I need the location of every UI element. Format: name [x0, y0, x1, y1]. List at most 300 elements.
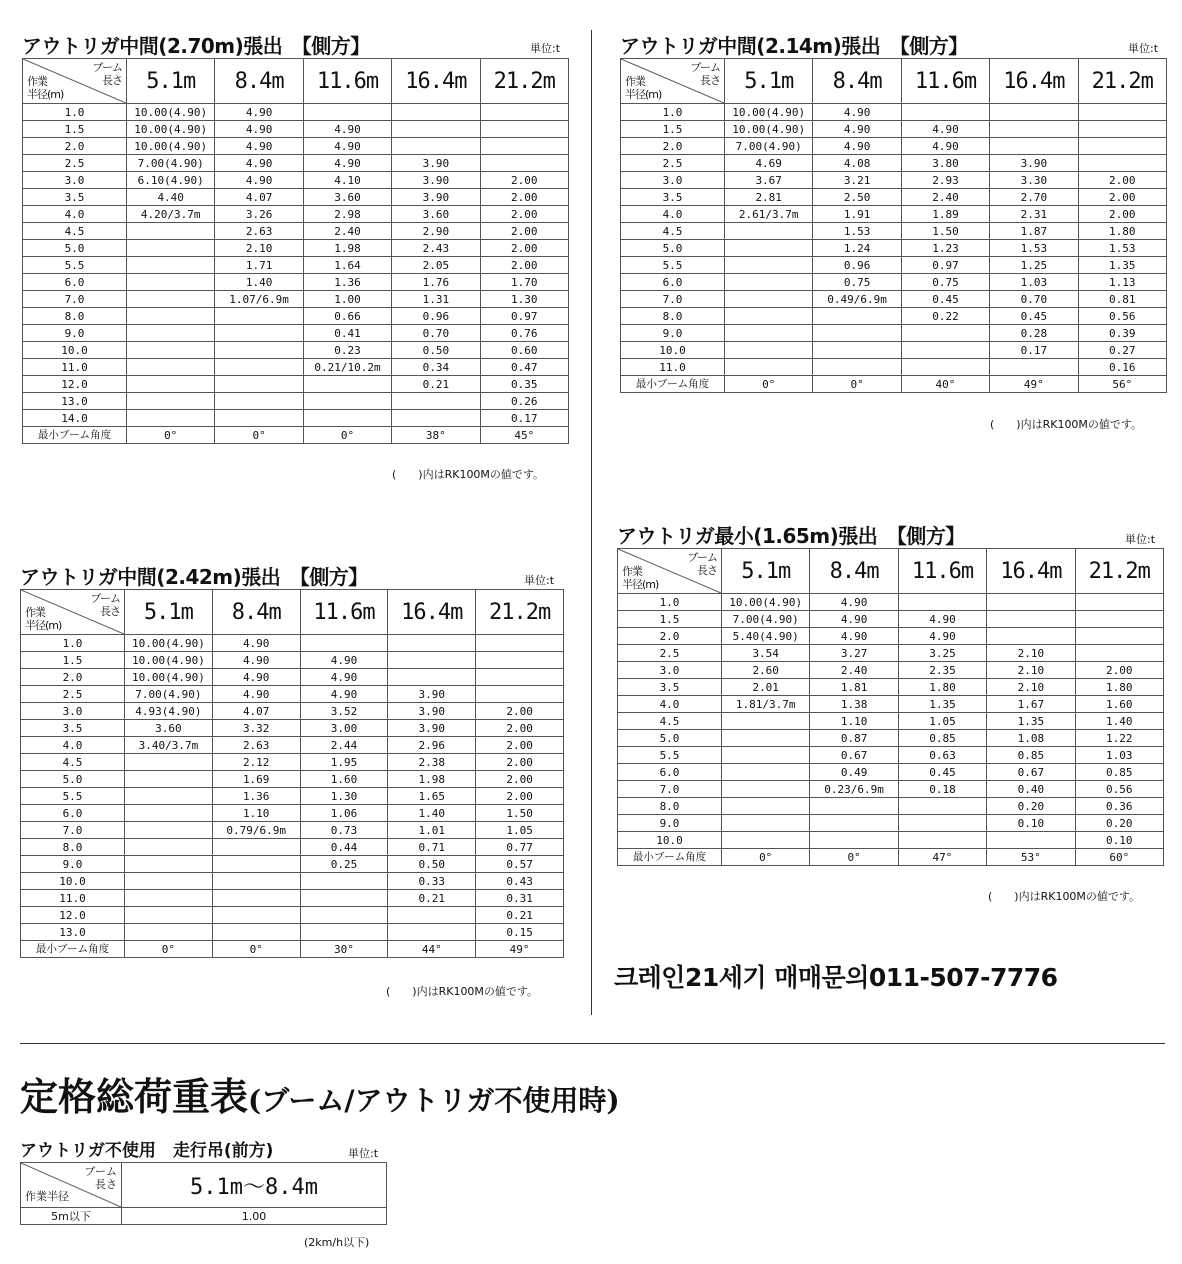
corner-boom: ブーム	[92, 61, 122, 74]
min-angle-row	[618, 849, 1164, 866]
load-cell: 4.90	[813, 121, 901, 138]
table-row	[21, 652, 564, 669]
load-cell	[392, 104, 480, 121]
load-cell	[215, 325, 303, 342]
table-row	[23, 308, 569, 325]
table-row	[23, 257, 569, 274]
load-cell	[987, 832, 1075, 849]
table-row	[621, 240, 1167, 257]
load-cell	[300, 890, 388, 907]
load-cell	[300, 873, 388, 890]
load-cell: 3.60	[125, 720, 213, 737]
load-cell: 0.67	[987, 764, 1075, 781]
boom-length-header: 21.2m	[480, 59, 568, 104]
radius-cell: 6.0	[618, 764, 722, 781]
boom-length-header: 8.4m	[212, 590, 300, 635]
load-cell	[810, 832, 898, 849]
load-cell: 2.12	[212, 754, 300, 771]
load-cell: 4.90	[215, 155, 303, 172]
load-cell: 1.03	[1075, 747, 1163, 764]
radius-cell: 1.5	[21, 652, 125, 669]
radius-cell: 10.0	[23, 342, 127, 359]
table-row	[621, 223, 1167, 240]
load-cell	[388, 669, 476, 686]
load-cell: 0.66	[303, 308, 391, 325]
load-cell: 5.40(4.90)	[722, 628, 810, 645]
load-cell	[125, 924, 213, 941]
load-cell	[1075, 645, 1163, 662]
load-cell	[125, 856, 213, 873]
radius-cell: 1.0	[21, 635, 125, 652]
load-cell	[125, 771, 213, 788]
radius-cell: 3.5	[621, 189, 725, 206]
load-cell	[898, 594, 986, 611]
corner-work: 作業	[622, 565, 642, 578]
load-cell: 3.60	[303, 189, 391, 206]
table-row	[23, 155, 569, 172]
boom-length-header: 8.4m	[813, 59, 901, 104]
table-row	[621, 274, 1167, 291]
load-cell: 3.90	[388, 720, 476, 737]
radius-cell: 1.5	[618, 611, 722, 628]
table4-note: ( )内はRK100Mの値です。	[988, 890, 1141, 903]
load-cell: 3.21	[813, 172, 901, 189]
boom-length-header: 21.2m	[476, 590, 564, 635]
load-cell: 1.30	[480, 291, 568, 308]
load-cell	[125, 839, 213, 856]
load-cell: 3.54	[722, 645, 810, 662]
load-cell: 3.90	[392, 189, 480, 206]
radius-cell: 5.0	[618, 730, 722, 747]
table-row	[621, 189, 1167, 206]
load-cell	[1078, 121, 1166, 138]
load-cell: 1.23	[901, 240, 989, 257]
load-cell	[127, 240, 215, 257]
load-cell: 2.40	[810, 662, 898, 679]
table-row	[21, 924, 564, 941]
min-angle-cell: 49°	[990, 376, 1078, 393]
load-cell: 4.90	[215, 172, 303, 189]
load-cell: 4.07	[212, 703, 300, 720]
load-cell	[722, 747, 810, 764]
load-cell: 4.90	[212, 652, 300, 669]
table-row	[21, 737, 564, 754]
load-cell: 4.90	[303, 138, 391, 155]
load-cell: 0.23/6.9m	[810, 781, 898, 798]
load-cell: 0.10	[987, 815, 1075, 832]
load-cell: 6.10(4.90)	[127, 172, 215, 189]
load-cell: 0.60	[480, 342, 568, 359]
section-title	[20, 1066, 620, 1121]
load-cell: 2.00	[1078, 172, 1166, 189]
section-divider	[20, 1043, 1165, 1044]
load-cell: 1.05	[898, 713, 986, 730]
corner-header: ブーム 長さ 作業半径	[21, 1163, 122, 1208]
load-cell	[127, 308, 215, 325]
load-cell: 0.17	[480, 410, 568, 427]
table-row	[21, 635, 564, 652]
load-cell: 4.90	[810, 628, 898, 645]
load-cell	[212, 890, 300, 907]
load-cell: 2.00	[480, 172, 568, 189]
load-cell: 2.00	[1075, 662, 1163, 679]
load-cell: 4.90	[215, 104, 303, 121]
corner-length: 長さ	[700, 74, 720, 87]
load-cell: 0.85	[1075, 764, 1163, 781]
load-cell: 4.08	[813, 155, 901, 172]
table-row	[618, 764, 1164, 781]
corner-boom: ブーム	[90, 592, 120, 605]
boom-length-header: 8.4m	[810, 549, 898, 594]
load-cell	[476, 652, 564, 669]
load-cell: 1.36	[212, 788, 300, 805]
load-table-1	[22, 58, 569, 444]
radius-cell: 3.0	[21, 703, 125, 720]
load-cell: 0.49/6.9m	[813, 291, 901, 308]
load-cell: 1.40	[215, 274, 303, 291]
load-cell: 2.93	[901, 172, 989, 189]
load-cell	[813, 325, 901, 342]
load-cell: 2.38	[388, 754, 476, 771]
load-cell	[987, 628, 1075, 645]
load-cell: 0.20	[987, 798, 1075, 815]
load-cell: 0.71	[388, 839, 476, 856]
load-cell: 10.00(4.90)	[127, 138, 215, 155]
radius-cell: 10.0	[621, 342, 725, 359]
load-cell: 1.08	[987, 730, 1075, 747]
load-cell: 2.63	[212, 737, 300, 754]
load-cell: 0.34	[392, 359, 480, 376]
load-cell	[125, 907, 213, 924]
load-cell: 2.00	[476, 737, 564, 754]
load-cell: 0.81	[1078, 291, 1166, 308]
load-cell: 2.00	[480, 240, 568, 257]
load-cell: 0.45	[990, 308, 1078, 325]
load-cell: 0.70	[392, 325, 480, 342]
load-cell: 0.41	[303, 325, 391, 342]
min-angle-label: 最小ブーム角度	[23, 427, 127, 444]
load-cell: 2.98	[303, 206, 391, 223]
radius-cell: 5.0	[621, 240, 725, 257]
load-cell	[303, 104, 391, 121]
load-cell: 1.24	[813, 240, 901, 257]
load-cell	[125, 754, 213, 771]
radius-cell: 3.0	[621, 172, 725, 189]
load-cell: 0.56	[1075, 781, 1163, 798]
load-cell	[1075, 611, 1163, 628]
load-cell: 4.93(4.90)	[125, 703, 213, 720]
radius-cell: 5.0	[23, 240, 127, 257]
load-cell: 2.43	[392, 240, 480, 257]
boom-length-header: 5.1m	[725, 59, 813, 104]
load-cell	[722, 764, 810, 781]
min-angle-cell: 60°	[1075, 849, 1163, 866]
table-row	[21, 788, 564, 805]
load-cell	[127, 359, 215, 376]
table1-note: ( )内はRK100Mの値です。	[392, 468, 545, 481]
radius-cell: 3.0	[23, 172, 127, 189]
load-cell: 1.53	[990, 240, 1078, 257]
table-row	[21, 703, 564, 720]
min-angle-cell: 0°	[215, 427, 303, 444]
load-cell: 0.77	[476, 839, 564, 856]
load-cell: 1.31	[392, 291, 480, 308]
boom-length-header: 5.1m	[125, 590, 213, 635]
table-row	[618, 679, 1164, 696]
load-cell: 1.60	[300, 771, 388, 788]
load-cell	[987, 594, 1075, 611]
load-cell: 2.10	[987, 662, 1075, 679]
load-cell: 1.05	[476, 822, 564, 839]
radius-cell: 3.0	[618, 662, 722, 679]
load-cell: 2.60	[722, 662, 810, 679]
radius-cell: 4.0	[621, 206, 725, 223]
load-cell	[392, 121, 480, 138]
load-cell: 2.00	[480, 206, 568, 223]
load-cell: 2.05	[392, 257, 480, 274]
min-angle-cell: 0°	[127, 427, 215, 444]
load-cell: 1.50	[476, 805, 564, 822]
min-angle-row	[21, 941, 564, 958]
load-cell	[901, 104, 989, 121]
load-cell: 0.17	[990, 342, 1078, 359]
load-cell: 0.15	[476, 924, 564, 941]
contact-ad: 크레인21세기 매매문의011-507-7776	[614, 963, 1058, 992]
load-cell: 2.00	[1078, 206, 1166, 223]
load-cell	[480, 104, 568, 121]
load-cell: 0.85	[898, 730, 986, 747]
radius-cell: 8.0	[618, 798, 722, 815]
min-angle-label: 最小ブーム角度	[618, 849, 722, 866]
radius-cell: 3.5	[618, 679, 722, 696]
load-cell: 0.26	[480, 393, 568, 410]
corner-header	[23, 59, 127, 104]
load-cell: 0.96	[813, 257, 901, 274]
table2-note: ( )内はRK100Mの値です。	[990, 418, 1143, 431]
load-cell: 4.90	[813, 104, 901, 121]
radius-cell: 4.5	[21, 754, 125, 771]
load-cell: 1.67	[987, 696, 1075, 713]
load-cell: 2.81	[725, 189, 813, 206]
load-cell: 0.85	[987, 747, 1075, 764]
load-cell: 3.00	[300, 720, 388, 737]
load-cell: 2.00	[480, 257, 568, 274]
table-row	[21, 771, 564, 788]
radius-cell: 4.5	[618, 713, 722, 730]
corner-work: 作業	[25, 606, 45, 619]
load-cell	[303, 410, 391, 427]
load-cell	[125, 873, 213, 890]
table-row	[21, 839, 564, 856]
load-cell	[127, 393, 215, 410]
load-cell: 2.40	[901, 189, 989, 206]
boom-length-header: 16.4m	[987, 549, 1075, 594]
load-cell	[725, 274, 813, 291]
table-row	[23, 104, 569, 121]
column-header: 5.1m～8.4m	[122, 1163, 387, 1208]
min-angle-row	[23, 427, 569, 444]
load-cell: 0.25	[300, 856, 388, 873]
load-cell: 0.97	[901, 257, 989, 274]
load-cell	[725, 223, 813, 240]
load-cell: 2.00	[1078, 189, 1166, 206]
load-cell: 3.90	[392, 172, 480, 189]
radius-cell: 2.0	[621, 138, 725, 155]
radius-cell: 8.0	[21, 839, 125, 856]
load-cell	[480, 155, 568, 172]
load-value: 1.00	[122, 1208, 387, 1225]
load-cell	[127, 410, 215, 427]
table-row	[23, 393, 569, 410]
table2-unit: 単位:t	[1128, 42, 1159, 55]
load-cell	[725, 325, 813, 342]
radius-cell: 2.0	[618, 628, 722, 645]
table-row	[618, 798, 1164, 815]
radius-cell: 9.0	[21, 856, 125, 873]
radius-cell: 3.5	[21, 720, 125, 737]
corner-boom: ブーム	[687, 551, 717, 564]
load-cell: 3.90	[388, 703, 476, 720]
load-cell: 2.35	[898, 662, 986, 679]
load-cell: 0.97	[480, 308, 568, 325]
load-cell	[813, 308, 901, 325]
small-table-title: アウトリガ不使用 走行吊(前方)	[20, 1141, 274, 1161]
corner-length: 長さ	[102, 74, 122, 87]
load-cell: 2.00	[476, 788, 564, 805]
corner-work: 作業	[625, 75, 645, 88]
table-row	[621, 138, 1167, 155]
load-cell	[725, 342, 813, 359]
table-row	[618, 611, 1164, 628]
load-cell: 1.95	[300, 754, 388, 771]
table-row	[621, 342, 1167, 359]
load-cell	[901, 342, 989, 359]
radius-cell: 4.0	[618, 696, 722, 713]
corner-radius: 半径(m)	[27, 88, 64, 101]
load-cell: 1.91	[813, 206, 901, 223]
load-cell: 0.28	[990, 325, 1078, 342]
min-angle-cell: 0°	[303, 427, 391, 444]
table-row	[618, 696, 1164, 713]
load-cell	[303, 376, 391, 393]
load-cell: 1.98	[303, 240, 391, 257]
load-table-3	[20, 589, 564, 958]
min-angle-cell: 38°	[392, 427, 480, 444]
load-cell: 1.60	[1075, 696, 1163, 713]
load-cell: 1.22	[1075, 730, 1163, 747]
radius-cell: 5.5	[21, 788, 125, 805]
min-angle-cell: 40°	[901, 376, 989, 393]
table-row	[21, 907, 564, 924]
load-cell: 10.00(4.90)	[125, 652, 213, 669]
radius-cell: 3.5	[23, 189, 127, 206]
load-cell: 0.45	[901, 291, 989, 308]
load-cell: 0.35	[480, 376, 568, 393]
load-cell: 0.23	[303, 342, 391, 359]
load-cell: 4.90	[300, 686, 388, 703]
load-cell: 2.00	[476, 720, 564, 737]
boom-length-header: 16.4m	[990, 59, 1078, 104]
corner-header	[621, 59, 725, 104]
load-cell: 0.73	[300, 822, 388, 839]
table3-note: ( )内はRK100Mの値です。	[386, 985, 539, 998]
load-cell: 0.45	[898, 764, 986, 781]
load-cell: 2.00	[476, 703, 564, 720]
table-row	[23, 223, 569, 240]
table-row	[618, 713, 1164, 730]
table-row	[618, 781, 1164, 798]
load-cell: 4.90	[300, 669, 388, 686]
load-cell: 2.70	[990, 189, 1078, 206]
load-cell	[813, 342, 901, 359]
min-angle-cell: 0°	[813, 376, 901, 393]
load-cell	[722, 832, 810, 849]
radius-cell: 2.5	[621, 155, 725, 172]
load-cell	[898, 832, 986, 849]
load-cell	[898, 798, 986, 815]
radius-cell: 7.0	[621, 291, 725, 308]
load-cell: 4.40	[127, 189, 215, 206]
table-row	[21, 890, 564, 907]
load-cell	[392, 393, 480, 410]
load-cell: 1.71	[215, 257, 303, 274]
load-cell: 3.67	[725, 172, 813, 189]
corner-boom: ブーム	[84, 1165, 117, 1178]
load-cell: 10.00(4.90)	[722, 594, 810, 611]
radius-cell: 9.0	[23, 325, 127, 342]
boom-length-header: 8.4m	[215, 59, 303, 104]
load-cell: 4.10	[303, 172, 391, 189]
table-row	[21, 720, 564, 737]
boom-length-header: 11.6m	[303, 59, 391, 104]
load-cell: 0.75	[901, 274, 989, 291]
load-cell: 4.69	[725, 155, 813, 172]
load-cell: 1.76	[392, 274, 480, 291]
load-cell: 4.90	[898, 611, 986, 628]
load-cell: 0.39	[1078, 325, 1166, 342]
min-angle-cell: 44°	[388, 941, 476, 958]
table-row	[23, 172, 569, 189]
load-cell: 0.70	[990, 291, 1078, 308]
table1-unit: 単位:t	[530, 42, 561, 55]
radius-cell: 2.5	[23, 155, 127, 172]
load-cell: 1.64	[303, 257, 391, 274]
load-cell: 2.90	[392, 223, 480, 240]
load-cell: 3.90	[392, 155, 480, 172]
load-cell: 10.00(4.90)	[725, 104, 813, 121]
load-cell: 0.16	[1078, 359, 1166, 376]
table-row	[621, 155, 1167, 172]
min-angle-cell: 0°	[722, 849, 810, 866]
load-cell	[127, 257, 215, 274]
boom-length-header: 11.6m	[898, 549, 986, 594]
load-cell: 3.32	[212, 720, 300, 737]
table3-unit: 単位:t	[524, 574, 555, 587]
load-cell	[722, 730, 810, 747]
load-cell	[215, 342, 303, 359]
radius-cell: 4.0	[23, 206, 127, 223]
load-cell	[212, 839, 300, 856]
load-cell	[990, 359, 1078, 376]
load-cell: 7.00(4.90)	[125, 686, 213, 703]
load-cell: 0.56	[1078, 308, 1166, 325]
load-cell	[898, 815, 986, 832]
load-cell	[392, 410, 480, 427]
table-row	[23, 138, 569, 155]
table-row	[621, 257, 1167, 274]
load-cell: 0.33	[388, 873, 476, 890]
load-cell	[1078, 104, 1166, 121]
